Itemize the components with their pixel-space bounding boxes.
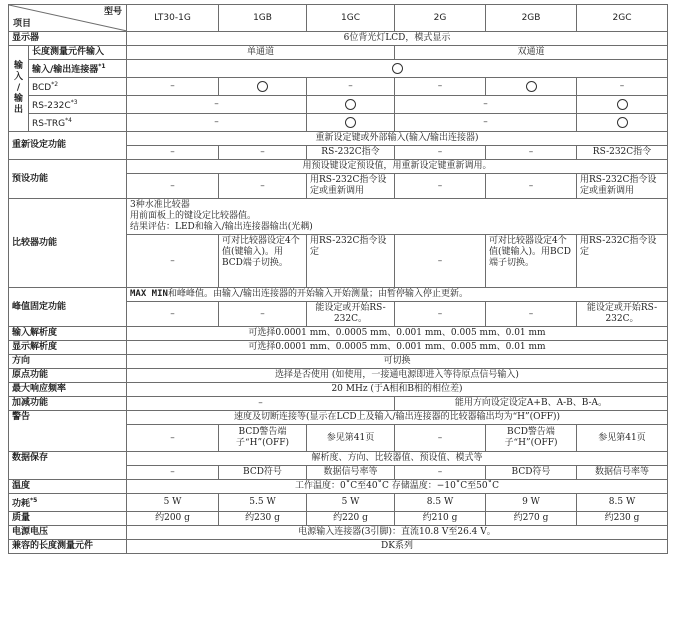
dash-mark: –: [395, 425, 486, 452]
max-min-label: MAX MIN: [130, 289, 168, 299]
bcd-alarm-text: BCD警告端子“H”(OFF): [219, 425, 307, 452]
see-page-text: 参见第41页: [577, 425, 668, 452]
circle-mark: [219, 78, 307, 96]
rs-peak-text: 能设定或开始RS-232C。: [577, 302, 668, 327]
dash-mark: –: [127, 174, 219, 199]
dash-mark: –: [486, 302, 577, 327]
rstrg-row: [9, 114, 668, 132]
rs-command-text: RS-232C指令: [577, 146, 668, 160]
origin-row: [9, 369, 668, 383]
dash-mark: –: [127, 302, 219, 327]
comparator-description: 3种水准比较器 用前面板上的键设定比较器值。 结果评估：LED和输入/输出连接器输出(光耦): [127, 199, 668, 235]
circle-icon: [257, 81, 268, 92]
dash-mark: –: [486, 146, 577, 160]
addsub-row: [9, 397, 668, 411]
mass-row: [9, 512, 668, 526]
peak-description: MAX MIN和峰峰值。由输入/输出连接器的开始输入开始测量；由暂停输入停止更新。: [127, 288, 668, 302]
corner-item-label: 项目: [13, 19, 32, 29]
power-value: 8.5 W: [395, 494, 486, 512]
see-page-text: 参见第41页: [307, 425, 395, 452]
voltage-row: [9, 526, 668, 540]
dash-mark: –: [127, 96, 307, 114]
io-group-label: 输 入 / 输 出: [9, 46, 29, 132]
dash-mark: –: [219, 174, 307, 199]
model-header: 2GC: [577, 5, 668, 32]
power-row: [9, 494, 668, 512]
alarm-description: 速度及切断连接等(显示在LCD上及输入/输出连接器的比较器输出均为“H”(OFF)): [127, 411, 668, 425]
comparator-row: [9, 199, 668, 235]
dash-mark: –: [307, 78, 395, 96]
row-value: DK系列: [127, 540, 668, 554]
circle-icon: [617, 117, 628, 128]
row-label: 显示解析度: [9, 341, 127, 355]
reset-description: 重新设定键或外部输入(输入/输出连接器): [127, 132, 668, 146]
row-label: RS-TRG$^{*4}$: [29, 114, 127, 132]
dash-mark: –: [127, 397, 395, 411]
power-value: 5 W: [307, 494, 395, 512]
power-value: 8.5 W: [577, 494, 668, 512]
dash-mark: –: [127, 146, 219, 160]
reset-row: [9, 132, 668, 146]
row-label: 数据保存: [9, 452, 127, 480]
row-label: BCD$^{*2}$: [29, 78, 127, 96]
datasave-row: [9, 452, 668, 466]
row-label: 显示器: [9, 32, 127, 46]
io-connector-row: [9, 60, 668, 78]
mass-value: 约230 g: [577, 512, 668, 526]
circle-mark: [307, 96, 395, 114]
model-header: 1GB: [219, 5, 307, 32]
power-value: 5.5 W: [219, 494, 307, 512]
rs-preset-text: 用RS-232C指令设定或重新调用: [577, 174, 668, 199]
mass-value: 约210 g: [395, 512, 486, 526]
alarm-row: [9, 411, 668, 425]
dash-mark: –: [395, 78, 486, 96]
circle-mark: [127, 60, 668, 78]
row-label: 原点功能: [9, 369, 127, 383]
bcd-row: [9, 78, 668, 96]
row-label: 预设功能: [9, 160, 127, 199]
row-label: 加减功能: [9, 397, 127, 411]
row-label: 长度测量元件输入: [29, 46, 127, 60]
dash-mark: –: [127, 114, 307, 132]
dash-mark: –: [577, 78, 668, 96]
display-row: [9, 32, 668, 46]
dash-mark: –: [395, 174, 486, 199]
dash-mark: –: [395, 466, 486, 480]
input-res-row: [9, 327, 668, 341]
mass-value: 约220 g: [307, 512, 395, 526]
mass-value: 约200 g: [127, 512, 219, 526]
rs-command-text: RS-232C指令: [307, 146, 395, 160]
rs-compare-text: 用RS-232C指令设定: [307, 235, 395, 288]
peak-row: [9, 288, 668, 302]
dash-mark: –: [219, 302, 307, 327]
rs-preset-text: 用RS-232C指令设定或重新调用: [307, 174, 395, 199]
single-channel-value: 单通道: [127, 46, 395, 60]
circle-icon: [526, 81, 537, 92]
dash-mark: –: [219, 146, 307, 160]
row-label: 温度: [9, 480, 127, 494]
row-value: 6位背光灯LCD，模式显示: [127, 32, 668, 46]
circle-icon: [392, 63, 403, 74]
rs-compare-text: 用RS-232C指令设定: [577, 235, 668, 288]
dash-mark: –: [395, 96, 577, 114]
row-label: 比较器功能: [9, 199, 127, 288]
row-value: 可选择0.0001 mm、0.0005 mm、0.001 mm、0.005 mm、0.01 mm: [127, 327, 668, 341]
row-label: 峰值固定功能: [9, 288, 127, 327]
row-value: 能用方向设定设定A+B、A-B、B-A。: [395, 397, 668, 411]
row-value: 20 MHz (于A相和B相的相位差): [127, 383, 668, 397]
rs232c-row: [9, 96, 668, 114]
signal-rate-text: 数据信号率等: [577, 466, 668, 480]
bcd-symbol-text: BCD符号: [486, 466, 577, 480]
circle-mark: [577, 114, 668, 132]
row-label: 兼容的长度测量元件: [9, 540, 127, 554]
key-compare-text: 可对比较器设定4个值(键输入)。用BCD端子切换。: [486, 235, 577, 288]
compatible-row: [9, 540, 668, 554]
row-label: 质量: [9, 512, 127, 526]
sensor-input-row: [9, 46, 668, 60]
header-row: [9, 5, 668, 32]
row-label: 功耗$^{*5}$: [9, 494, 127, 512]
row-label: $RS-232C^{*3}$: [29, 96, 127, 114]
bcd-symbol-text: BCD符号: [219, 466, 307, 480]
model-header: LT30-1G: [127, 5, 219, 32]
dash-mark: –: [127, 78, 219, 96]
model-header: 2GB: [486, 5, 577, 32]
preset-description: 用预设键设定预设值，用重新设定键重新调用。: [127, 160, 668, 174]
datasave-description: 解析度、方向、比较器值、预设值、模式等: [127, 452, 668, 466]
dash-mark: –: [395, 114, 577, 132]
rs-peak-text: 能设定或开始RS-232C。: [307, 302, 395, 327]
row-label: 输入/输出连接器$^{*1}$: [29, 60, 127, 78]
display-res-row: [9, 341, 668, 355]
circle-icon: [345, 99, 356, 110]
row-value: 选择是否使用 (如使用，一接通电源即进入等待原点信号输入): [127, 369, 668, 383]
row-label: 重新设定功能: [9, 132, 127, 160]
max-freq-row: [9, 383, 668, 397]
model-header: 1GC: [307, 5, 395, 32]
circle-icon: [617, 99, 628, 110]
dual-channel-value: 双通道: [395, 46, 668, 60]
corner-model-label: 型号: [103, 7, 122, 17]
mass-value: 约230 g: [219, 512, 307, 526]
dash-mark: –: [395, 302, 486, 327]
dash-mark: –: [127, 466, 219, 480]
spec-table: [8, 4, 668, 554]
circle-mark: [577, 96, 668, 114]
circle-icon: [345, 117, 356, 128]
row-label: 警告: [9, 411, 127, 452]
bcd-alarm-text: BCD警告端子“H”(OFF): [486, 425, 577, 452]
circle-mark: [307, 114, 395, 132]
corner-header-cell: [9, 5, 127, 32]
key-compare-text: 可对比较器设定4个值(键输入)。用BCD端子切换。: [219, 235, 307, 288]
model-header: 2G: [395, 5, 486, 32]
row-value: 可切换: [127, 355, 668, 369]
direction-row: [9, 355, 668, 369]
row-label: 输入解析度: [9, 327, 127, 341]
power-value: 9 W: [486, 494, 577, 512]
preset-row: [9, 160, 668, 174]
dash-mark: –: [486, 174, 577, 199]
row-label: 电源电压: [9, 526, 127, 540]
circle-mark: [486, 78, 577, 96]
row-value: 工作温度：0˚C至40˚C 存储温度：−10˚C至50˚C: [127, 480, 668, 494]
row-label: 方向: [9, 355, 127, 369]
mass-value: 约270 g: [486, 512, 577, 526]
signal-rate-text: 数据信号率等: [307, 466, 395, 480]
row-value: 电源输入连接器(3引脚)：直流10.8 V至26.4 V。: [127, 526, 668, 540]
row-value: 可选择0.0001 mm、0.0005 mm、0.001 mm、0.005 mm、0.01 mm: [127, 341, 668, 355]
temp-row: [9, 480, 668, 494]
dash-mark: –: [395, 146, 486, 160]
row-label: 最大响应频率: [9, 383, 127, 397]
dash-mark: –: [127, 425, 219, 452]
power-value: 5 W: [127, 494, 219, 512]
dash-mark: –: [127, 235, 219, 288]
dash-mark: –: [395, 235, 486, 288]
